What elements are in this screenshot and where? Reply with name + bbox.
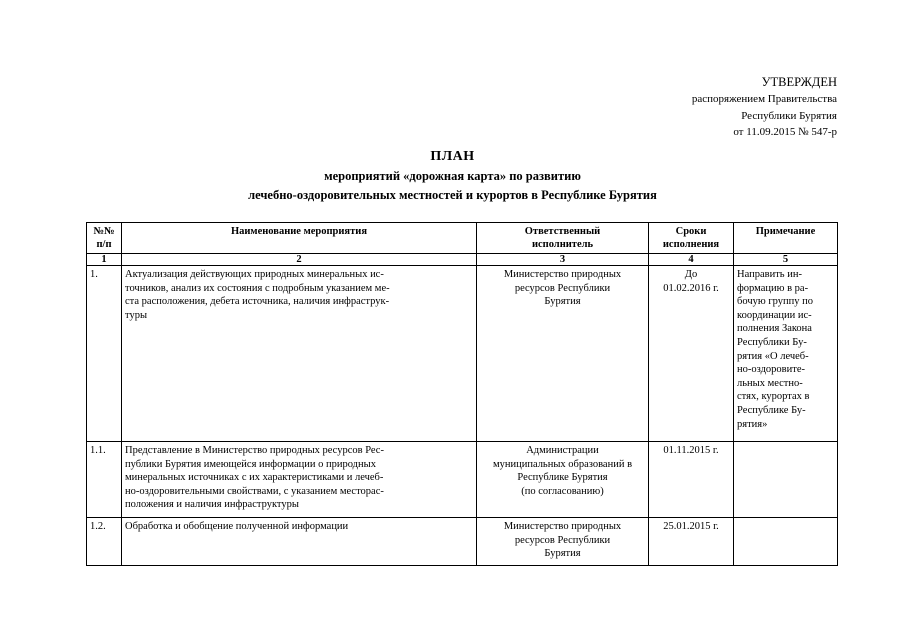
row-note-line: полнения Закона xyxy=(737,323,812,335)
document-title xyxy=(0,147,905,206)
row-note-cell xyxy=(734,266,838,442)
row-number-cell: 1. xyxy=(87,266,122,442)
title-line-2: лечебно-оздоровительных местностей и курортов в Республике Бурятия xyxy=(248,188,657,202)
row-responsible-line: ресурсов Республики xyxy=(514,282,611,294)
header-name: Наименование мероприятия xyxy=(122,223,477,254)
row-responsible-line: Министерство природных xyxy=(503,269,622,280)
approval-heading: УТВЕРЖДЕН xyxy=(761,75,837,89)
row-responsible-line: ресурсов Республики xyxy=(514,534,611,546)
row-responsible-line: Бурятия xyxy=(544,548,581,560)
column-number: 4 xyxy=(649,254,734,266)
row-responsible-line: Администрации xyxy=(526,445,599,456)
approval-line-1: распоряжением Правительства xyxy=(691,93,837,105)
header-term xyxy=(649,223,734,254)
table-row xyxy=(87,518,838,566)
row-number-cell: 1.1. xyxy=(87,442,122,518)
row-note-line: Направить ин- xyxy=(737,269,802,280)
column-number: 3 xyxy=(477,254,649,266)
approval-block xyxy=(692,74,837,141)
row-note-line: рятия» xyxy=(737,418,768,430)
plan-table xyxy=(86,222,838,566)
table-row xyxy=(87,266,838,442)
row-term-line: 01.02.2016 г. xyxy=(663,282,719,294)
header-responsible xyxy=(477,223,649,254)
row-name-line: Представление в Министерство природных ресурсов Рес- xyxy=(125,445,384,456)
row-name-line: Обработка и обобщение полученной информации xyxy=(125,521,349,532)
header-number-line-1: №№ xyxy=(93,226,115,237)
header-number-line-2: п/п xyxy=(96,239,112,250)
row-responsible-line: Министерство природных xyxy=(503,521,622,532)
row-name-cell xyxy=(122,442,477,518)
table-header-row xyxy=(87,223,838,254)
column-number: 5 xyxy=(734,254,838,266)
row-responsible-line: (по согласованию) xyxy=(521,485,604,497)
header-note: Примечание xyxy=(734,223,838,254)
column-number: 2 xyxy=(122,254,477,266)
row-name-line: ста расположения, дебета источника, наличия инфраструк- xyxy=(125,296,390,308)
row-note-cell xyxy=(734,442,838,518)
header-responsible-line-2: исполнитель xyxy=(531,239,594,250)
row-note-line: Республики Бу- xyxy=(737,336,807,348)
row-number-cell: 1.2. xyxy=(87,518,122,566)
title-main: ПЛАН xyxy=(430,149,475,164)
row-name-line: Актуализация действующих природных минеральных ис- xyxy=(125,269,384,280)
row-term-line: 25.01.2015 г. xyxy=(663,521,719,532)
row-term-line: 01.11.2015 г. xyxy=(663,445,719,456)
row-name-line: но-оздоровительными свойствами, с указанием месторас- xyxy=(125,485,384,497)
row-term-cell xyxy=(649,442,734,518)
row-term-line: До xyxy=(684,269,698,280)
row-note-line: координации ис- xyxy=(737,309,812,321)
row-name-line: точников, анализ их состояния с подробным указанием ме- xyxy=(125,282,390,294)
row-name-cell xyxy=(122,266,477,442)
row-name-cell xyxy=(122,518,477,566)
header-term-line-2: исполнения xyxy=(662,239,720,250)
column-number: 1 xyxy=(87,254,122,266)
row-name-line: минеральных источниках с их характеристиками и лечеб- xyxy=(125,472,384,484)
row-note-line: Республике Бу- xyxy=(737,404,806,416)
row-name-line: положения и наличия инфраструктуры xyxy=(125,499,299,511)
header-term-line-1: Сроки xyxy=(675,226,707,237)
title-line-1: мероприятий «дорожная карта» по развитию xyxy=(324,168,581,183)
row-note-cell xyxy=(734,518,838,566)
row-note-line: льных местно- xyxy=(737,377,803,389)
row-responsible-line: муниципальных образований в xyxy=(492,458,633,470)
row-responsible-line: Бурятия xyxy=(544,296,581,308)
header-responsible-line-1: Ответственный xyxy=(524,226,601,237)
row-responsible-cell xyxy=(477,266,649,442)
row-term-cell xyxy=(649,518,734,566)
row-responsible-cell xyxy=(477,518,649,566)
approval-line-3: от 11.09.2015 № 547-р xyxy=(733,126,837,138)
row-name-line: туры xyxy=(125,309,148,321)
table-row xyxy=(87,442,838,518)
approval-line-2: Республики Бурятия xyxy=(741,109,837,122)
column-number-row xyxy=(87,254,838,266)
row-note-line: но-оздоровите- xyxy=(737,364,805,376)
row-note-line: формацию в ра- xyxy=(737,282,809,294)
row-note-line: бочую группу по xyxy=(737,296,813,308)
header-number xyxy=(87,223,122,254)
row-responsible-cell xyxy=(477,442,649,518)
row-note-line: рятия «О лечеб- xyxy=(737,350,809,362)
row-term-cell xyxy=(649,266,734,442)
row-responsible-line: Республике Бурятия xyxy=(517,472,608,484)
row-note-line: стях, курортах в xyxy=(737,391,810,403)
row-name-line: публики Бурятия имеющейся информации о природных xyxy=(125,458,376,470)
